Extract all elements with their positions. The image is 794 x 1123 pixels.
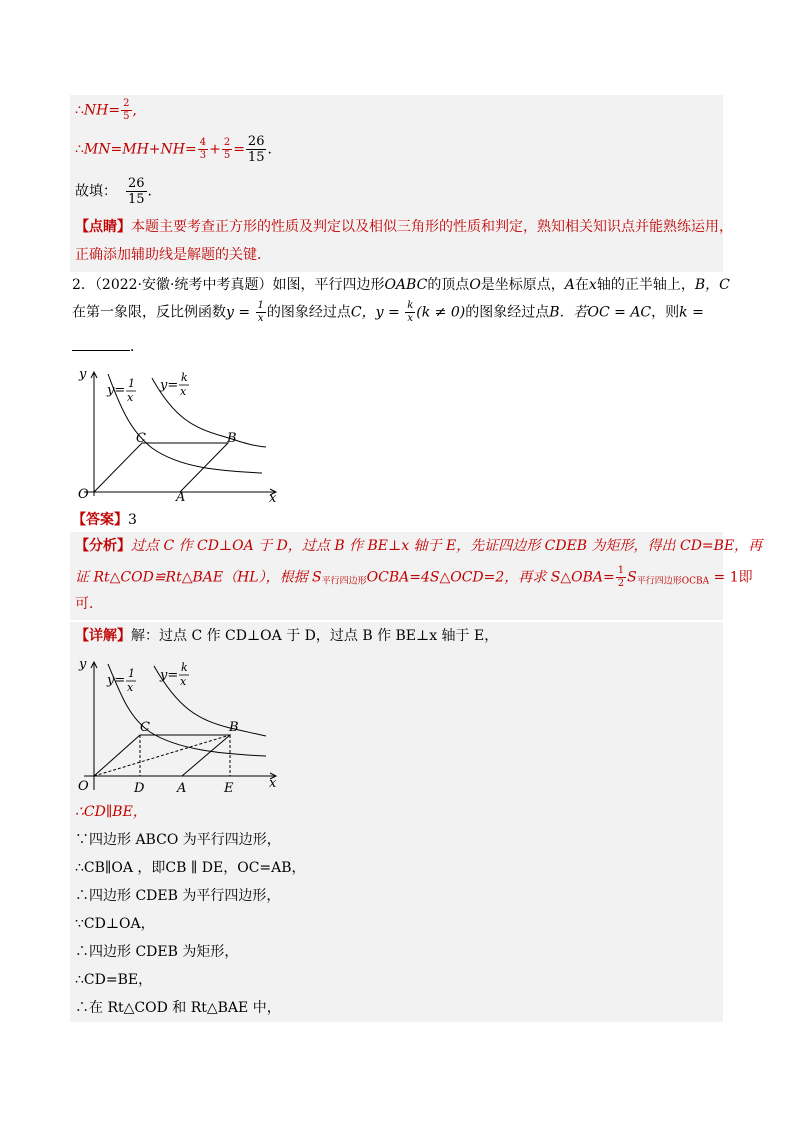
point-label-c: C: [140, 720, 150, 735]
question-text: 是坐标原点，: [480, 277, 565, 293]
segment-ob: [94, 735, 230, 776]
question-text: 的顶点: [427, 277, 470, 293]
curve-2-label-num: k: [181, 661, 188, 674]
analysis-text-2b: OCBA=4S△OCD=2，再求 S△OBA=: [366, 569, 615, 586]
question-source: （2022·安徽·统考中考真题）: [94, 277, 273, 293]
point-label-o: O: [78, 779, 89, 794]
answer-block: [70, 508, 723, 530]
x-axis-label: x: [588, 277, 597, 293]
review-text-2: 正确添加辅助线是解题的关键．: [75, 247, 271, 263]
analysis-sub: 平行四边形: [321, 576, 367, 587]
analysis-sub-2: 平行四边形OCBA: [636, 576, 710, 587]
question-text: 的图象经过点: [465, 304, 550, 321]
detail-tag: 【详解】: [75, 628, 131, 644]
question-number: 2．: [72, 277, 95, 293]
curve-1-label-den: x: [127, 681, 134, 694]
question-text: 如图，平行四边形: [272, 277, 385, 293]
review-line-2: [75, 245, 271, 265]
point-label-o: O: [78, 487, 89, 502]
condition: OC = AC: [587, 304, 652, 321]
curve-2-label: y=: [160, 668, 179, 683]
curve-1-label: y=: [107, 383, 126, 398]
axis-label-y: y: [79, 367, 87, 382]
answer-line: [72, 510, 137, 530]
analysis-line-2: [75, 566, 753, 592]
k-equals: k =: [679, 304, 704, 321]
parallelogram-oabc: [94, 443, 228, 492]
curve-2-label-den: x: [180, 675, 187, 688]
curve-2-label-num: k: [181, 371, 188, 384]
fill-label: 故填：: [75, 183, 117, 200]
fraction-2-5: $\frac{2}{5}$: [223, 137, 231, 161]
point-label-c: C: [136, 431, 146, 446]
review-tag: 【点睛】: [75, 219, 131, 235]
figure-1: [70, 364, 290, 504]
review-line-1: [75, 217, 733, 237]
question-text: 的图象经过点: [266, 304, 351, 321]
axis-label-x: x: [269, 776, 277, 791]
point-a: A: [564, 277, 575, 293]
answer-blank-line: [72, 336, 144, 357]
curve-1-label-den: x: [127, 391, 134, 404]
curve-1-label: y=: [107, 673, 126, 688]
equals-sign: =: [108, 102, 121, 119]
answer-blank: [72, 336, 130, 351]
function-1: y =: [226, 304, 255, 321]
point-o: O: [469, 277, 481, 293]
point-label-e: E: [224, 781, 234, 796]
detail-text: 解：过点 C 作 CD⊥OA 于 D，过点 B 作 BE⊥x 轴于 E，: [131, 628, 499, 644]
fraction-1-x: $\frac{1}{x}$: [257, 300, 264, 324]
mn-expression: MN=MH+NH=: [83, 141, 197, 158]
step-line: ∵四边形 ABCO 为平行四边形，: [75, 832, 281, 848]
answer-tag: 【答案】: [72, 512, 128, 528]
analysis-line-1: [75, 536, 762, 556]
plus-sign: +: [209, 141, 221, 158]
question-text: 在第一象限，反比例函数: [72, 304, 226, 321]
analysis-block: [70, 532, 763, 620]
nh-label: NH: [83, 102, 109, 119]
solution-top-block: [70, 95, 733, 272]
point-c: C，: [350, 304, 376, 321]
question-text: 轴的正半轴上，: [596, 277, 695, 293]
function-2: y =: [375, 304, 405, 321]
fraction-4-3: $\frac{4}{3}$: [199, 137, 207, 161]
step-line: ∴四边形 CDEB 为矩形，: [75, 944, 239, 960]
axis-label-x: x: [269, 491, 277, 504]
point-label-a: A: [176, 490, 186, 504]
equals-sign: =: [233, 141, 245, 158]
point-label-d: D: [134, 781, 145, 796]
step-line: ∴CB∥OA ，即CB ∥ DE，OC=AB，: [75, 860, 306, 876]
question-text: ，则: [651, 304, 680, 321]
curve-2-label: y=: [160, 378, 179, 393]
question-line-1: [72, 275, 730, 295]
curve-1-label-num: 1: [128, 377, 135, 390]
fraction-2-5: $\frac{2}{5}$: [123, 98, 130, 122]
analysis-text-3: 可．: [75, 596, 103, 612]
shape-name: OABC: [384, 277, 428, 293]
question-2: [70, 272, 730, 362]
curve-1-label-num: 1: [128, 667, 135, 680]
point-b: B．若: [549, 304, 588, 321]
answer-value: 3: [128, 512, 137, 528]
analysis-tag: 【分析】: [75, 538, 131, 554]
step-line: ∴四边形 CDEB 为平行四边形，: [75, 888, 281, 904]
period: .: [147, 183, 152, 200]
detail-line-1: [75, 626, 498, 646]
nh-line: [75, 99, 137, 122]
analysis-s: S: [627, 569, 637, 586]
figure-2: [70, 654, 290, 800]
fraction-k-x: $\frac{k}{x}$: [407, 300, 414, 324]
detail-block: [70, 622, 723, 1022]
points-bc: B，C: [694, 277, 730, 293]
fraction-26-15: $\frac{26}{15}$: [247, 134, 265, 165]
step-line: ∴CD=BE，: [75, 972, 153, 988]
analysis-text-1: 过点 C 作 CD⊥OA 于 D，过点 B 作 BE⊥x 轴于 E，先证四边形 CDEB 为矩形，得出 CD=BE，再: [131, 538, 763, 554]
period: ．: [130, 339, 144, 355]
comma: ,: [132, 102, 137, 119]
point-label-b: B: [227, 431, 237, 446]
mn-line: [75, 135, 272, 164]
step-line: ∴CD∥BE，: [75, 804, 147, 820]
function-2-condition: (k ≠ 0): [416, 304, 466, 321]
therefore-symbol: ∴: [75, 102, 84, 119]
step-line: ∵CD⊥OA，: [75, 916, 155, 932]
review-text-1: 本题主要考查正方形的性质及判定以及相似三角形的性质和判定，熟知相关知识点并能熟练运用，: [131, 219, 733, 235]
question-line-2: [72, 301, 704, 324]
analysis-text-2a: 证 Rt△COD≌Rt△BAE（HL），根据 S: [75, 569, 322, 586]
point-label-a: A: [177, 781, 187, 796]
therefore-symbol: ∴: [75, 141, 84, 158]
analysis-text-2d: = 1即: [709, 569, 753, 586]
axis-label-y: y: [79, 657, 87, 672]
fraction-26-15: $\frac{26}{15}$: [128, 176, 145, 207]
point-label-b: B: [229, 720, 239, 735]
step-line: ∴在 Rt△COD 和 Rt△BAE 中，: [75, 1000, 281, 1016]
fill-line: [75, 177, 152, 206]
fraction-1-2: $\frac{1}{2}$: [617, 565, 625, 589]
analysis-line-3: [75, 594, 103, 614]
question-text: 在: [574, 277, 589, 293]
curve-2-label-den: x: [180, 385, 187, 398]
period: .: [267, 141, 272, 158]
